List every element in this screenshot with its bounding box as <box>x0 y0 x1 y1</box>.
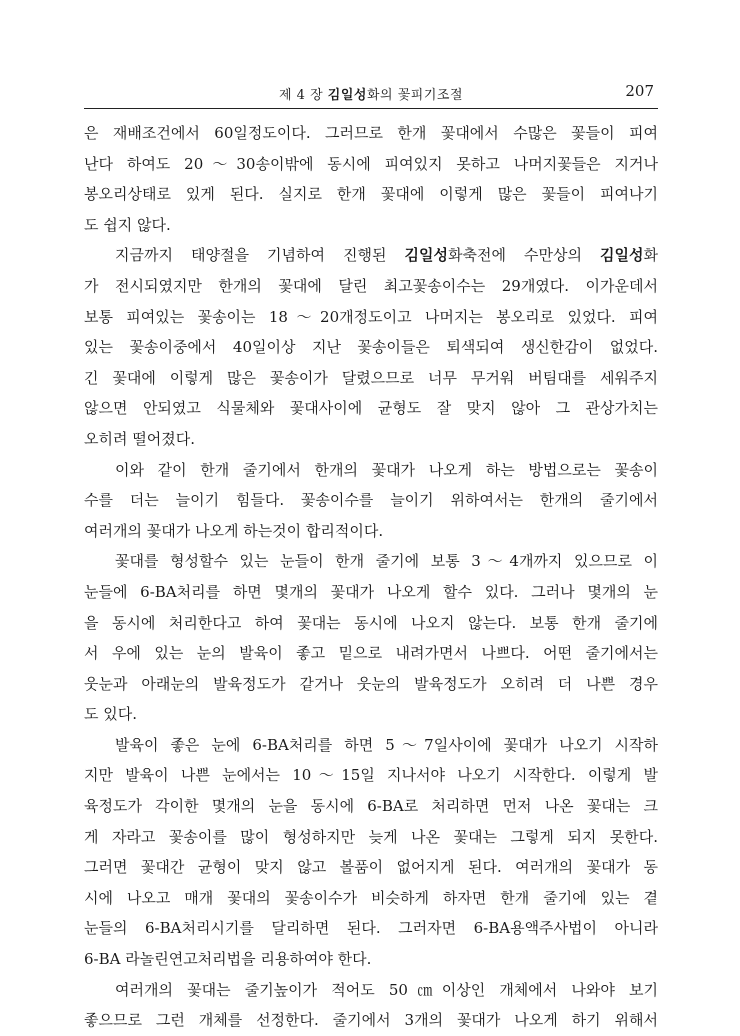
title-rest: 화의 꽃피기조절 <box>366 88 464 103</box>
text-line: 웃눈과 아래눈의 발육정도가 같거나 웃눈의 발육정도가 오히려 더 나쁜 경우 <box>84 674 658 693</box>
text-line <box>84 240 658 271</box>
text-line: 있는 꽃송이중에서 40일이상 지난 꽃송이들은 퇴색되여 생신한감이 없었다. <box>84 338 658 357</box>
running-title <box>84 84 658 103</box>
bold-name: 김일성 <box>404 246 448 265</box>
text-line: 게 자라고 꽃송이를 많이 형성하지만 늦게 나온 꽃대는 그렇게 되지 못한다. <box>84 827 658 846</box>
text-line: 을 동시에 처리한다고 하여 꽃대는 동시에 나오지 않는다. 보통 한개 줄기에 <box>84 613 658 632</box>
bold-name: 김일성 <box>600 246 644 265</box>
text-line: 않으면 안되였고 식물체와 꽃대사이에 균형도 잘 맞지 않아 그 관상가치는 <box>84 399 658 418</box>
text-segment: 지금까지 태양절을 기념하여 진행된 <box>115 246 405 265</box>
text-line: 이와 같이 한개 줄기에서 한개의 꽃대가 나오게 하는 방법으로는 꽃송이 <box>115 460 658 479</box>
title-bold-name: 김일성 <box>327 88 367 103</box>
text-segment: 화 <box>643 246 658 265</box>
text-line: 난다 하여도 20～30송이밖에 동시에 피여있지 못하고 나머지꽃들은 지거나 <box>84 154 658 173</box>
text-line: 눈들의 6-BA처리시기를 달리하면 된다. 그러자면 6-BA용액주사법이 아니라 <box>84 919 658 938</box>
text-line: 지만 발육이 나쁜 눈에서는 10～15일 지나서야 나오기 시작한다. 이렇게 발 <box>84 766 658 785</box>
text-line: 6-BA 라놀린연고처리법을 리용하여야 한다. <box>84 950 372 969</box>
text-line: 긴 꽃대에 이렇게 많은 꽃송이가 달렸으므로 너무 무거워 버팀대를 세워주지 <box>84 368 658 387</box>
text-line: 여러개의 꽃대는 줄기높이가 적어도 50㎝이상인 개체에서 나와야 보기 <box>115 980 658 999</box>
text-line: 눈들에 6-BA처리를 하면 몇개의 꽃대가 나오게 할수 있다. 그러나 몇개의 눈 <box>84 582 658 601</box>
text-line: 보통 피여있는 꽃송이는 18～20개정도이고 나머지는 봉오리로 있었다. 피여 <box>84 307 658 326</box>
text-line: 도 있다. <box>84 705 138 724</box>
text-line: 꽃대를 형성할수 있는 눈들이 한개 줄기에 보통 3～4개까지 있으므로 이 <box>115 552 658 571</box>
text-line: 그러면 꽃대간 균형이 맞지 않고 볼품이 없어지게 된다. 여러개의 꽃대가 동 <box>84 858 658 877</box>
text-line: 은 재배조건에서 60일정도이다. 그러므로 한개 꽃대에서 수많은 꽃들이 피여 <box>84 124 658 142</box>
body-text <box>84 118 658 1036</box>
text-segment: 화축전에 수만상의 <box>448 246 600 265</box>
text-line: 시에 나오고 매개 꽃대의 꽃송이수가 비슷하게 하자면 한개 줄기에 있는 곁 <box>84 888 658 907</box>
text-line: 좋으므로 그런 개체를 선정한다. 줄기에서 3개의 꽃대가 나오게 하기 위해서 <box>84 1011 658 1030</box>
text-line: 발육이 좋은 눈에 6-BA처리를 하면 5～7일사이에 꽃대가 나오기 시작하 <box>115 735 658 754</box>
text-line: 육정도가 각이한 몇개의 눈을 동시에 6-BA로 처리하면 먼저 나온 꽃대는 크 <box>84 797 658 816</box>
page-number: 207 <box>625 82 654 100</box>
running-header <box>84 82 658 109</box>
text-line: 서 우에 있는 눈의 발육이 좋고 밑으로 내려가면서 나쁘다. 어떤 줄기에서는 <box>84 644 658 663</box>
text-line: 수를 더는 늘이기 힘들다. 꽃송이수를 늘이기 위하여서는 한개의 줄기에서 <box>84 491 658 510</box>
text-line: 도 쉽지 않다. <box>84 215 171 234</box>
text-line: 여러개의 꽃대가 나오게 하는것이 합리적이다. <box>84 521 384 540</box>
text-line: 가 전시되였지만 한개의 꽃대에 달린 최고꽃송이수는 29개였다. 이가운데서 <box>84 276 658 295</box>
text-line: 오히려 떨어졌다. <box>84 429 195 448</box>
chapter-label: 제 4 장 <box>278 88 328 103</box>
text-line: 봉오리상태로 있게 된다. 실지로 한개 꽃대에 이렇게 많은 꽃들이 피여나기 <box>84 185 658 204</box>
